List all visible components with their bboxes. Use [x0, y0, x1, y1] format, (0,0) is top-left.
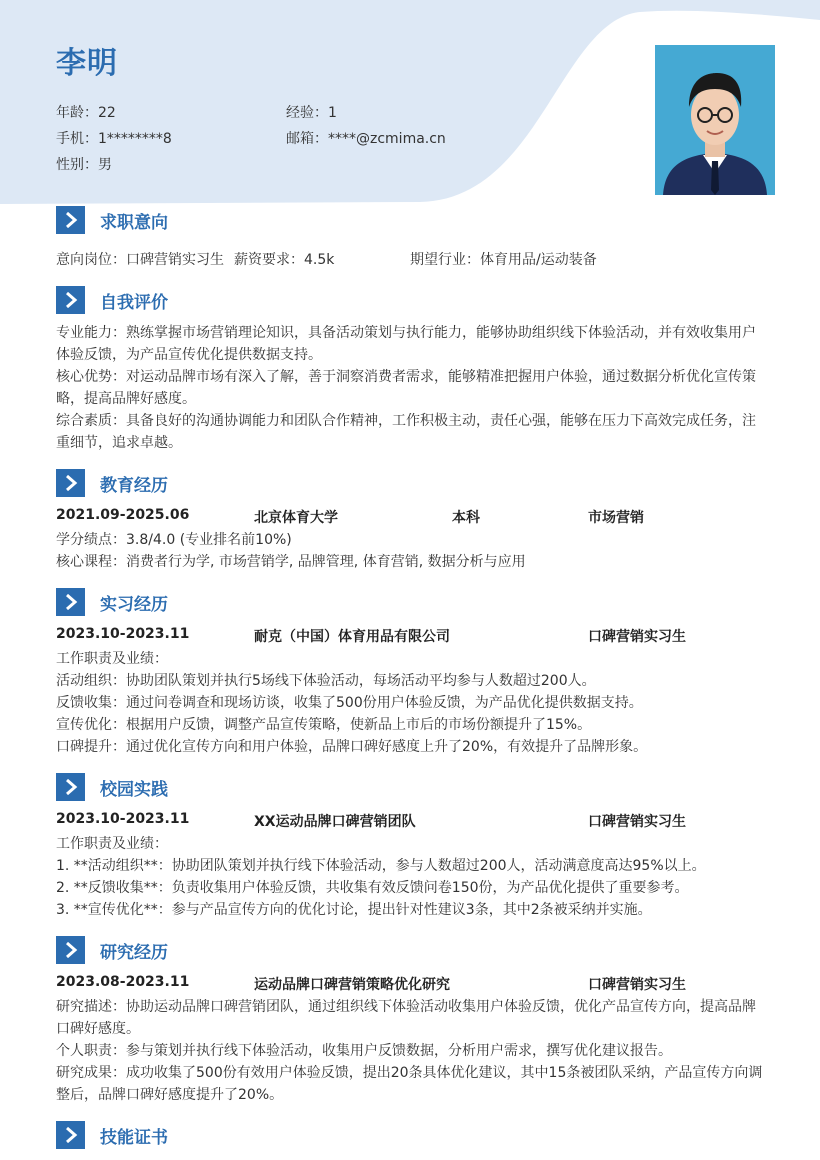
- text-line: 综合素质：具备良好的沟通协调能力和团队合作精神，工作积极主动，责任心强，能够在压力下高效完成任务，注: [56, 413, 756, 429]
- text-line: 口碑提升：通过优化宣传方向和用户体验，品牌口碑好感度上升了20%，有效提升了品牌形象。: [56, 739, 648, 755]
- internship-company: 耐克（中国）体育用品有限公司: [254, 629, 450, 645]
- text-line: 研究描述：协助运动品牌口碑营销团队，通过组织线下体验活动收集用户体验反馈，优化产品宣传方向，提高品牌: [56, 999, 756, 1015]
- section-title: 求职意向: [100, 212, 168, 233]
- text-line: 2. **反馈收集**：负责收集用户体验反馈，共收集有效反馈问卷150份，为产品优化提供了重要参考。: [56, 880, 689, 896]
- section-header-job-intent: [56, 206, 168, 234]
- section-title: 研究经历: [100, 942, 168, 963]
- text-line: 活动组织：协助团队策划并执行5场线下体验活动，每场活动平均参与人数超过200人。: [56, 673, 596, 689]
- email-field: 邮箱：****@zcmima.cn: [286, 131, 446, 147]
- age-field: 年龄：22: [56, 105, 116, 121]
- internship-role: 口碑营销实习生: [588, 629, 686, 645]
- chevron-right-icon: [56, 286, 85, 314]
- section-header-skills: [56, 1121, 168, 1149]
- internship-period: 2023.10-2023.11: [56, 626, 190, 642]
- education-major: 市场营销: [588, 510, 644, 526]
- section-title: 实习经历: [100, 594, 168, 615]
- intent-salary: 薪资要求：4.5k: [234, 252, 335, 268]
- research-role: 口碑营销实习生: [588, 977, 686, 993]
- intent-industry: 期望行业：体育用品/运动装备: [410, 252, 597, 268]
- chevron-right-icon: [56, 206, 85, 234]
- section-header-internship: [56, 588, 168, 616]
- text-line: 核心课程：消费者行为学, 市场营销学, 品牌管理, 体育营销, 数据分析与应用: [56, 554, 526, 570]
- research-project: 运动品牌口碑营销策略优化研究: [254, 977, 450, 993]
- campus-role: 口碑营销实习生: [588, 814, 686, 830]
- section-title: 教育经历: [100, 475, 168, 496]
- campus-period: 2023.10-2023.11: [56, 811, 190, 827]
- candidate-name: 李明: [56, 46, 118, 81]
- text-line: 专业能力：熟练掌握市场营销理论知识，具备活动策划与执行能力，能够协助组织线下体验活动，并有效收集用户: [56, 325, 756, 341]
- chevron-right-icon: [56, 773, 85, 801]
- text-line: 整后，品牌口碑好感度提升了20%。: [56, 1087, 284, 1103]
- text-line: 体验反馈，为产品宣传优化提供数据支持。: [56, 347, 322, 363]
- intent-position: 意向岗位：口碑营销实习生: [56, 252, 224, 268]
- phone-field: 手机：1********8: [56, 131, 172, 147]
- education-period: 2021.09-2025.06: [56, 507, 190, 523]
- text-line: 核心优势：对运动品牌市场有深入了解，善于洞察消费者需求，能够精准把握用户体验，通过数据分析优化宣传策: [56, 369, 756, 385]
- chevron-right-icon: [56, 1121, 85, 1149]
- section-title: 校园实践: [100, 779, 168, 800]
- text-line: 工作职责及业绩：: [56, 651, 168, 667]
- education-degree: 本科: [452, 510, 480, 526]
- education-school: 北京体育大学: [254, 510, 338, 526]
- text-line: 1. **活动组织**：协助团队策划并执行线下体验活动，参与人数超过200人，活动满意度高达95%以上。: [56, 858, 706, 874]
- section-header-education: [56, 469, 168, 497]
- chevron-right-icon: [56, 936, 85, 964]
- text-line: 工作职责及业绩：: [56, 836, 168, 852]
- chevron-right-icon: [56, 469, 85, 497]
- campus-org: XX运动品牌口碑营销团队: [254, 814, 416, 830]
- chevron-right-icon: [56, 588, 85, 616]
- text-line: 略，提高品牌好感度。: [56, 391, 196, 407]
- text-line: 重细节，追求卓越。: [56, 435, 182, 451]
- gender-field: 性别：男: [56, 157, 112, 173]
- text-line: 个人职责：参与策划并执行线下体验活动，收集用户反馈数据，分析用户需求，撰写优化建议报告。: [56, 1043, 672, 1059]
- section-header-self-evaluation: [56, 286, 168, 314]
- section-header-campus: [56, 773, 168, 801]
- profile-photo: [655, 45, 775, 195]
- research-period: 2023.08-2023.11: [56, 974, 190, 990]
- experience-field: 经验：1: [286, 105, 337, 121]
- text-line: 3. **宣传优化**：参与产品宣传方向的优化讨论，提出针对性建议3条，其中2条被采纳并实施。: [56, 902, 652, 918]
- text-line: 口碑好感度。: [56, 1021, 140, 1037]
- text-line: 反馈收集：通过问卷调查和现场访谈，收集了500份用户体验反馈，为产品优化提供数据支持。: [56, 695, 643, 711]
- text-line: 学分绩点：3.8/4.0 (专业排名前10%): [56, 532, 292, 548]
- section-title: 自我评价: [100, 292, 168, 313]
- section-header-research: [56, 936, 168, 964]
- section-title: 技能证书: [100, 1127, 168, 1148]
- text-line: 研究成果：成功收集了500份有效用户体验反馈，提出20条具体优化建议，其中15条被团队采纳，产品宣传方向调: [56, 1065, 763, 1081]
- text-line: 宣传优化：根据用户反馈，调整产品宣传策略，使新品上市后的市场份额提升了15%。: [56, 717, 592, 733]
